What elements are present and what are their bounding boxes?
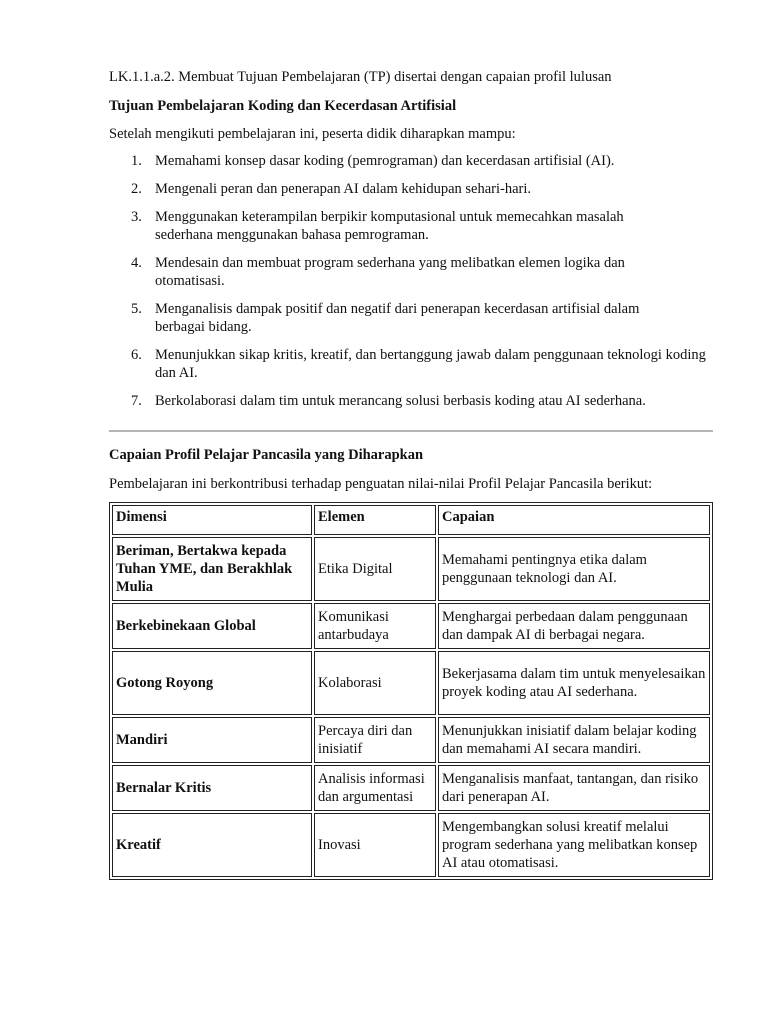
table-row xyxy=(112,603,710,649)
table-row xyxy=(112,651,710,715)
cell-dimensi: Beriman, Bertakwa kepada Tuhan YME, dan Berakhlak Mulia xyxy=(112,537,312,601)
list-item-number: 5. xyxy=(131,301,142,317)
list-item xyxy=(109,392,713,410)
profile-table xyxy=(109,502,713,880)
cell-capaian: Menganalisis manfaat, tantangan, dan risiko dari penerapan AI. xyxy=(438,765,710,811)
cell-elemen: Analisis informasi dan argumentasi xyxy=(314,765,436,811)
cell-elemen: Inovasi xyxy=(314,813,436,877)
table-header-row xyxy=(112,505,710,535)
list-item xyxy=(109,152,713,170)
table-row xyxy=(112,537,710,601)
list-item xyxy=(109,254,685,290)
list-item xyxy=(109,300,685,336)
list-item-text: Berkolaborasi dalam tim untuk merancang solusi berbasis koding atau AI sederhana. xyxy=(155,393,646,409)
list-item-text: Menggunakan keterampilan berpikir komputasional untuk memecahkan masalah sederhana menggunakan bahasa pemrograman. xyxy=(155,209,624,243)
cell-dimensi: Berkebinekaan Global xyxy=(112,603,312,649)
section-title-objectives: Tujuan Pembelajaran Koding dan Kecerdasan Artifisial xyxy=(109,98,457,114)
table-row xyxy=(112,813,710,877)
list-item xyxy=(109,346,715,382)
objectives-intro: Setelah mengikuti pembelajaran ini, peserta didik diharapkan mampu: xyxy=(109,126,516,142)
section-divider xyxy=(109,430,713,432)
section-title-profile: Capaian Profil Pelajar Pancasila yang Diharapkan xyxy=(109,447,424,463)
objectives-list xyxy=(109,152,713,410)
cell-elemen: Etika Digital xyxy=(314,537,436,601)
list-item-text: Mengenali peran dan penerapan AI dalam kehidupan sehari-hari. xyxy=(155,181,532,197)
list-item-number: 4. xyxy=(131,255,142,271)
list-item-number: 6. xyxy=(131,347,142,363)
list-item-number: 3. xyxy=(131,209,142,225)
list-item-text: Memahami konsep dasar koding (pemrograman) dan kecerdasan artifisial (AI). xyxy=(155,153,615,169)
cell-elemen: Komunikasi antarbudaya xyxy=(314,603,436,649)
column-header-dimensi: Dimensi xyxy=(112,505,312,535)
list-item-number: 2. xyxy=(131,181,142,197)
cell-capaian: Menghargai perbedaan dalam penggunaan dan dampak AI di berbagai negara. xyxy=(438,603,710,649)
cell-dimensi: Mandiri xyxy=(112,717,312,763)
cell-dimensi: Kreatif xyxy=(112,813,312,877)
list-item-text: Mendesain dan membuat program sederhana yang melibatkan elemen logika dan otomatisasi. xyxy=(155,255,625,289)
document-heading: LK.1.1.a.2. Membuat Tujuan Pembelajaran (TP) disertai dengan capaian profil lulusan xyxy=(109,69,612,85)
list-item-number: 7. xyxy=(131,393,142,409)
cell-dimensi: Bernalar Kritis xyxy=(112,765,312,811)
list-item-text: Menunjukkan sikap kritis, kreatif, dan bertanggung jawab dalam penggunaan teknologi koding dan AI. xyxy=(155,347,706,381)
table-row xyxy=(112,765,710,811)
column-header-elemen: Elemen xyxy=(314,505,436,535)
list-item-text: Menganalisis dampak positif dan negatif dari penerapan kecerdasan artifisial dalam berbagai bidang. xyxy=(155,301,640,335)
cell-capaian: Menunjukkan inisiatif dalam belajar koding dan memahami AI secara mandiri. xyxy=(438,717,710,763)
cell-capaian: Mengembangkan solusi kreatif melalui program sederhana yang melibatkan konsep AI atau otomatisasi. xyxy=(438,813,710,877)
cell-capaian: Bekerjasama dalam tim untuk menyelesaikan proyek koding atau AI sederhana. xyxy=(438,651,710,715)
cell-capaian: Memahami pentingnya etika dalam penggunaan teknologi dan AI. xyxy=(438,537,710,601)
cell-elemen: Kolaborasi xyxy=(314,651,436,715)
table-row xyxy=(112,717,710,763)
cell-dimensi: Gotong Royong xyxy=(112,651,312,715)
cell-elemen: Percaya diri dan inisiatif xyxy=(314,717,436,763)
list-item xyxy=(109,208,685,244)
list-item xyxy=(109,180,713,198)
list-item-number: 1. xyxy=(131,153,142,169)
column-header-capaian: Capaian xyxy=(438,505,710,535)
profile-intro: Pembelajaran ini berkontribusi terhadap penguatan nilai-nilai Profil Pelajar Pancasila berikut: xyxy=(109,476,653,492)
